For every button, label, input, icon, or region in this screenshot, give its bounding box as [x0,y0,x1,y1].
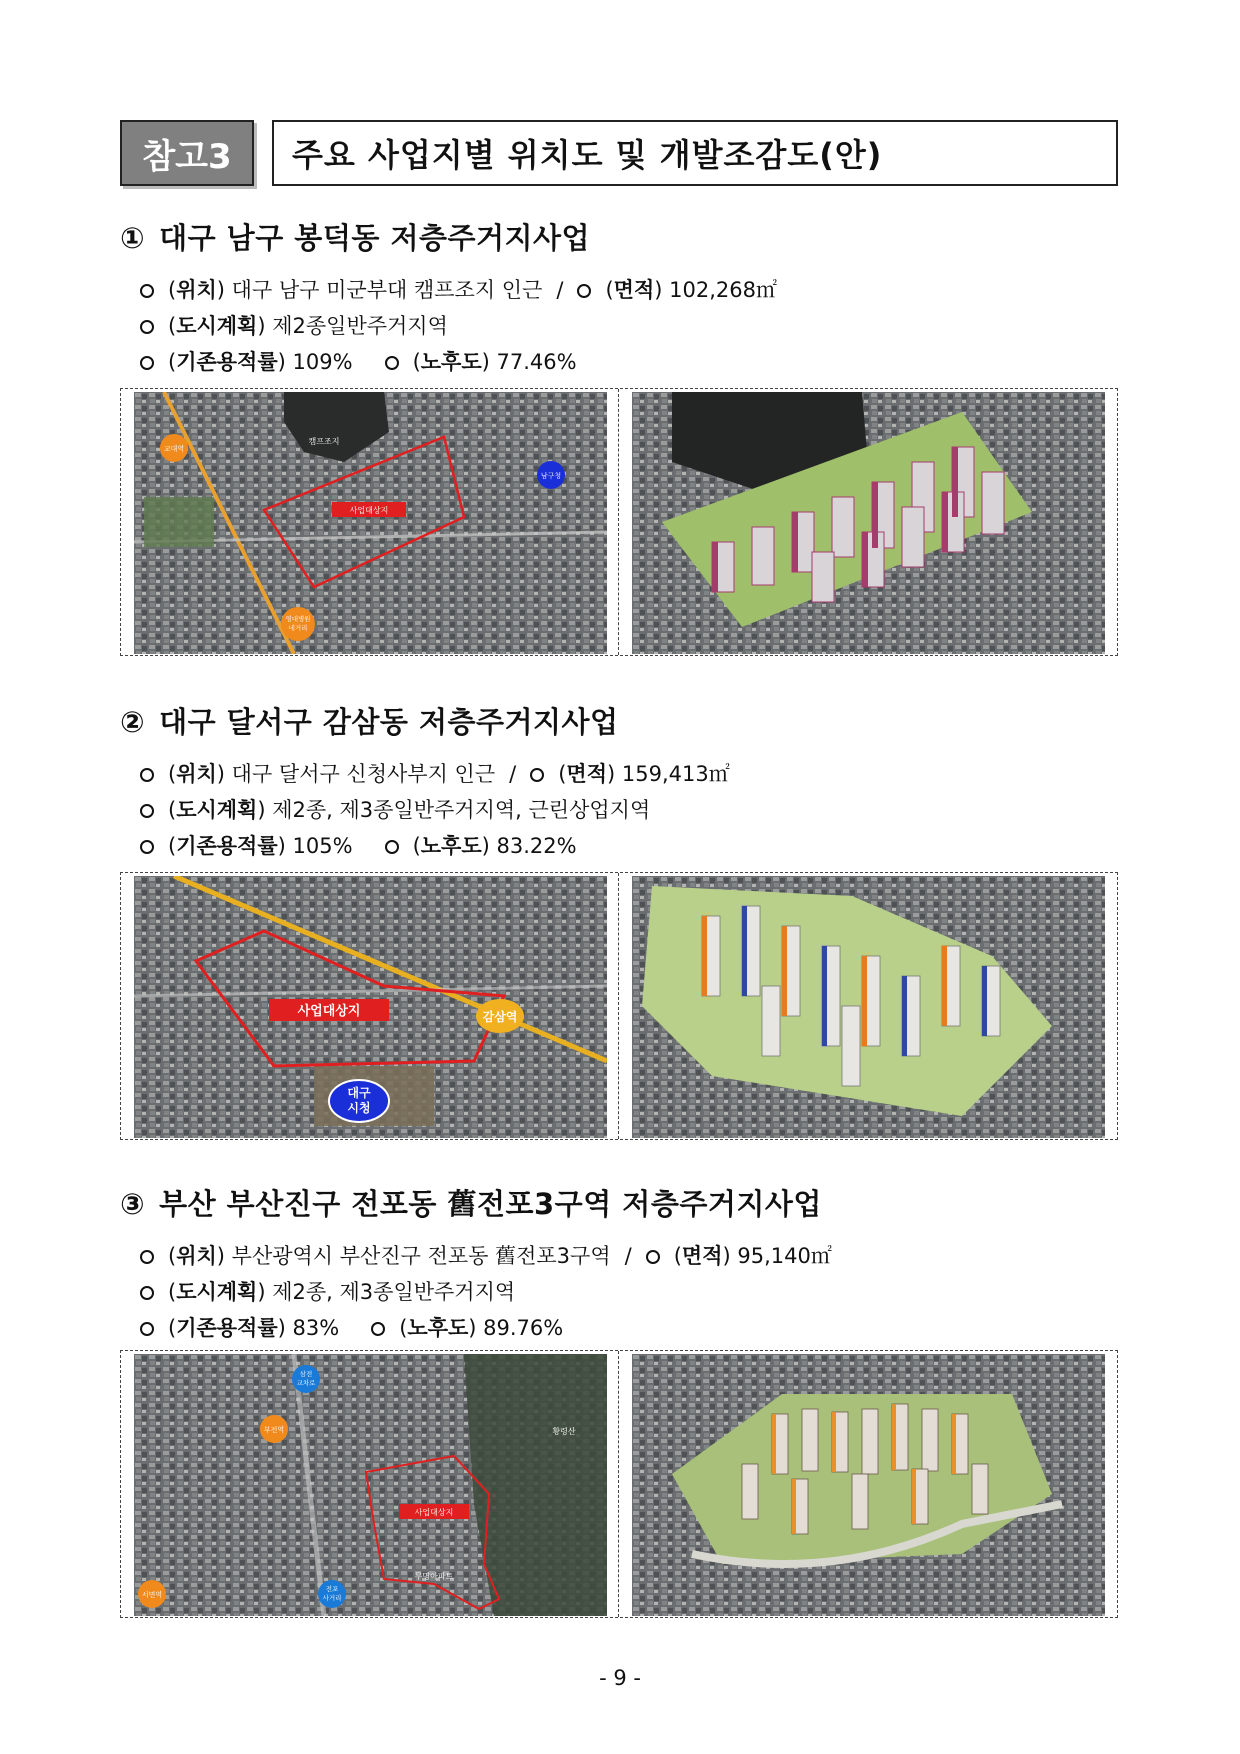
circle-bullet-icon [140,840,154,854]
map-label-hall-1: 대구 [347,1086,371,1100]
svg-text:영대병원: 영대병원 [285,615,311,623]
section-2 [120,700,1120,864]
rendering-1 [632,392,1105,654]
development-rendering-image [632,392,1105,654]
circle-bullet-icon [371,1322,385,1336]
image-row-3 [120,1350,1118,1618]
page-header [120,120,1120,186]
info-line-location: (위치) 부산광역시 부산진구 전포동 舊전포3구역 / (면적) 95,140㎡ [140,1238,1120,1274]
map-label-site: 사업대상지 [349,506,389,515]
section-number: ③ [120,1187,146,1221]
map-label-junction-2a: 전포 [325,1585,339,1593]
page-number: - 9 - [599,1666,641,1690]
location-map-1 [134,392,607,654]
image-divider [618,389,619,655]
map-label-junction-2b: 사거리 [322,1594,342,1602]
location-map-3 [134,1354,607,1616]
circle-bullet-icon [140,1322,154,1336]
page-title: 주요 사업지별 위치도 및 개발조감도(안) [272,120,1118,186]
info-line-plan: (도시계획) 제2종, 제3종일반주거지역 [140,1274,1120,1310]
aerial-map-image [134,876,607,1138]
section-title-text: 부산 부산진구 전포동 舊전포3구역 저층주거지사업 [159,1187,822,1221]
svg-text:네거리: 네거리 [288,624,308,632]
info-line-plan: (도시계획) 제2종, 제3종일반주거지역, 근린상업지역 [140,792,1120,828]
map-label-station: 교대역 [163,445,185,453]
circle-bullet-icon [140,1286,154,1300]
rendering-3 [632,1354,1105,1616]
info-line-ratio: (기존용적률) 83% (노후도) 89.76% [140,1310,1120,1346]
section-title-text: 대구 남구 봉덕동 저층주거지사업 [159,221,591,255]
info-line-ratio: (기존용적률) 109% (노후도) 77.46% [140,344,1120,380]
map-label-apartment: 무명아파트 [414,1572,454,1581]
map-label-camp: 캠프조지 [308,437,340,446]
section-number: ② [120,705,146,739]
map-label-station: 감삼역 [482,1010,518,1024]
circle-bullet-icon [140,320,154,334]
image-divider [618,1351,619,1617]
map-label-junction-1b: 교차로 [296,1379,316,1387]
circle-bullet-icon [530,768,544,782]
image-row-1 [120,388,1118,656]
section-title [120,216,1120,260]
info-line-location: (위치) 대구 달서구 신청사부지 인근 / (면적) 159,413㎡ [140,756,1120,792]
section-title [120,700,1120,744]
map-label-mountain: 황령산 [552,1427,576,1436]
map-label-site: 사업대상지 [297,1004,361,1019]
development-rendering-image [632,876,1105,1138]
aerial-map-image [134,1354,607,1616]
image-row-2 [120,872,1118,1140]
aerial-map-image [134,392,607,654]
section-1 [120,216,1120,380]
image-divider [618,873,619,1139]
section-number: ① [120,221,146,255]
location-map-2 [134,876,607,1138]
circle-bullet-icon [140,356,154,370]
map-label-office: 남구청 [540,472,562,480]
info-line-plan: (도시계획) 제2종일반주거지역 [140,308,1120,344]
map-label-station-2: 서면역 [141,1591,163,1599]
rendering-2 [632,876,1105,1138]
circle-bullet-icon [577,284,591,298]
circle-bullet-icon [385,356,399,370]
section-title [120,1182,1120,1226]
section-3 [120,1182,1120,1346]
development-rendering-image [632,1354,1105,1616]
section-title-text: 대구 달서구 감삼동 저층주거지사업 [159,705,619,739]
circle-bullet-icon [140,284,154,298]
circle-bullet-icon [646,1250,660,1264]
circle-bullet-icon [140,804,154,818]
reference-tag: 참고3 [120,120,254,186]
info-line-ratio: (기존용적률) 105% (노후도) 83.22% [140,828,1120,864]
map-label-junction-1a: 삼전 [299,1370,313,1378]
map-label-station-1: 부전역 [263,1426,285,1434]
map-label-hall-2: 시청 [347,1101,371,1115]
circle-bullet-icon [140,768,154,782]
map-label-site: 사업대상지 [414,1508,454,1517]
info-line-location: (위치) 대구 남구 미군부대 캠프조지 인근 / (면적) 102,268㎡ [140,272,1120,308]
circle-bullet-icon [140,1250,154,1264]
circle-bullet-icon [385,840,399,854]
